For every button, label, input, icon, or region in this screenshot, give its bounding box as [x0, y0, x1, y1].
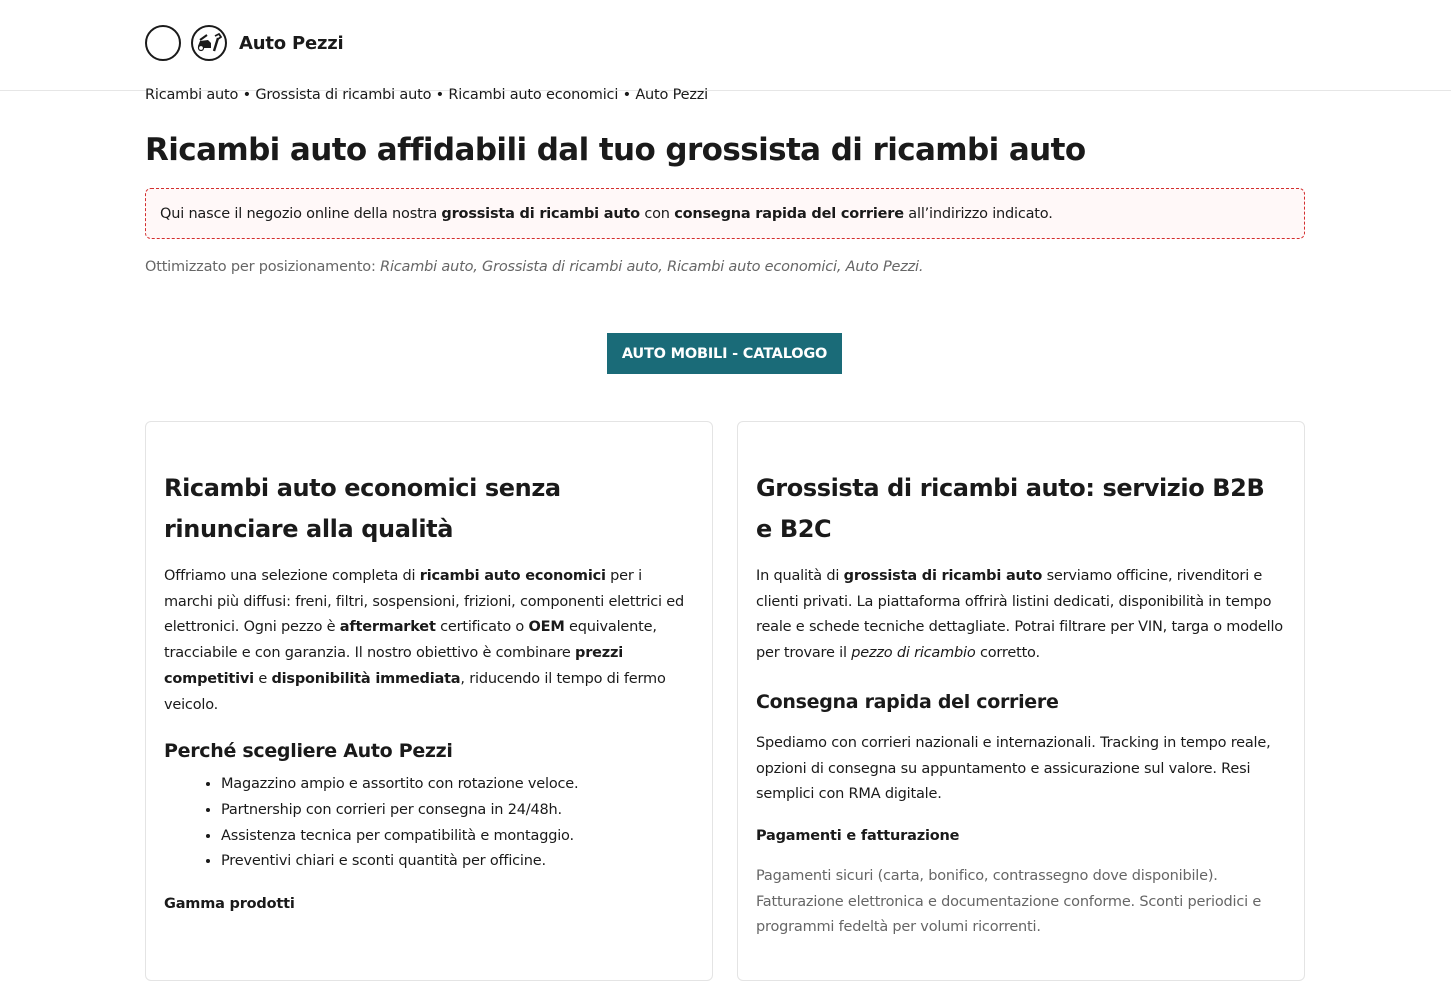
shipping-text: Spediamo con corrieri nazionali e internazionali. Tracking in tempo reale, opzioni di consegna su appuntamento e assicurazione sul valore. Resi semplici con RMA digitale. — [756, 734, 1271, 803]
notice-text: con — [639, 205, 675, 222]
cta-wrapper — [0, 333, 1451, 374]
notice-bold: consegna rapida del corriere — [674, 205, 904, 222]
card-wholesale — [737, 421, 1305, 981]
page-title-strong: grossista di ricambi auto — [665, 132, 1086, 168]
card-title: Ricambi auto economici senza rinunciare alla qualità — [164, 474, 561, 543]
payments-title: Pagamenti e fatturazione — [756, 827, 960, 844]
notice-text: Qui nasce il negozio online della nostra — [160, 205, 442, 222]
card-paragraph: Offriamo una selezione completa di ricambi auto economici per i marchi più diffusi: freni, filtri, sospensioni, frizioni, componenti elettrici ed elettronici. Ogni pezzo è aftermarket certificato o OEM equivalente, tracciabile e con garanzia. Il nostro obiettivo è combinare prezzi competitivi e disponibilità immediata, riducendo il tempo di fermo veicolo. — [164, 568, 685, 713]
car-repair-icon — [191, 25, 227, 61]
catalog-button[interactable]: AUTO MOBILI - CATALOGO — [607, 333, 842, 374]
card-title: Grossista di ricambi auto: servizio B2B e B2C — [756, 474, 1265, 543]
notice-bold: grossista di ricambi auto — [441, 205, 640, 222]
seo-label: Ottimizzato per posizionamento: — [145, 259, 381, 275]
seo-keywords — [145, 259, 1305, 275]
empty-circle-icon — [145, 25, 181, 61]
list-item: • Assistenza tecnica per compatibilità e montaggio. — [221, 824, 694, 850]
payments-text: Pagamenti sicuri (carta, bonifico, contrassegno dove disponibile). Fatturazione elettronica e documentazione conforme. Sconti periodici e programmi fedeltà per volumi ricorrenti. — [756, 867, 1262, 936]
page-title — [145, 132, 1305, 168]
range-title: Gamma prodotti — [164, 896, 295, 913]
seo-keywords-list: Ricambi auto, Grossista di ricambi auto, Ricambi auto economici, Auto Pezzi. — [380, 259, 924, 275]
card-paragraph: In qualità di grossista di ricambi auto serviamo officine, rivenditori e clienti privati. La piattaforma offrirà listini dedicati, disponibilità in tempo reale e schede tecniche dettagliate. Potrai filtrare per VIN, targa o modello per trovare il pezzo di ricambio corretto. — [756, 568, 1283, 662]
list-item: • Magazzino ampio e assortito con rotazione veloce. — [221, 772, 694, 798]
page-title-normal: Ricambi auto affidabili dal tuo — [145, 132, 666, 168]
site-header — [0, 0, 1451, 91]
brand-name: Auto Pezzi — [239, 32, 344, 54]
brand[interactable] — [145, 25, 344, 61]
why-title: Perché scegliere Auto Pezzi — [164, 740, 453, 763]
list-item: • Partnership con corrieri per consegna in 24/48h. — [221, 798, 694, 824]
list-item: • Preventivi chiari e sconti quantità per officine. — [221, 849, 694, 875]
shipping-title: Consegna rapida del corriere — [756, 690, 1059, 713]
notice-text: all’indirizzo indicato. — [903, 205, 1053, 222]
breadcrumb: Ricambi auto • Grossista di ricambi auto • Ricambi auto economici • Auto Pezzi — [145, 87, 709, 103]
card-cheap-parts — [145, 421, 713, 981]
notice-banner — [145, 188, 1305, 239]
why-list — [164, 772, 694, 875]
